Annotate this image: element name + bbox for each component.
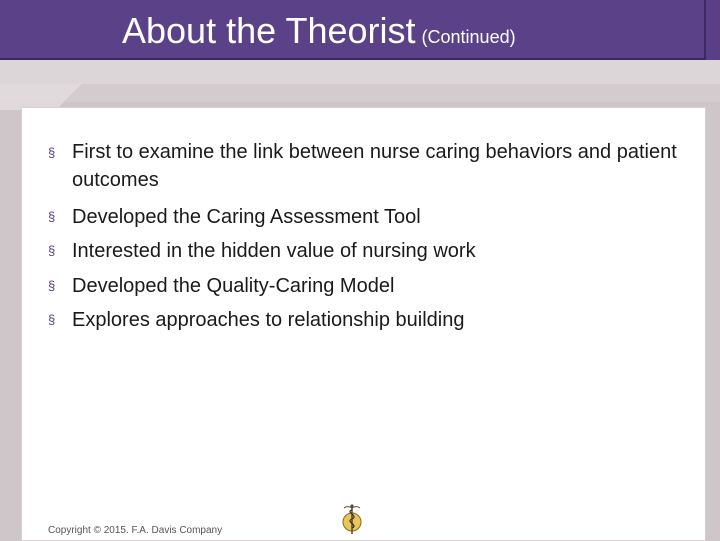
bullet-item: [48, 303, 688, 337]
bullet-marker: §: [48, 145, 56, 160]
bullet-text: Explores approaches to relationship building: [72, 309, 465, 332]
bullet-text: Interested in the hidden value of nursing work: [72, 240, 476, 263]
bullet-marker: §: [48, 209, 56, 224]
bullet-item: [48, 269, 688, 303]
bullet-item: [48, 138, 688, 194]
bullet-text: First to examine the link between nurse caring behaviors and patient outcomes: [72, 141, 677, 191]
bullet-text: Developed the Quality-Caring Model: [72, 274, 395, 297]
background-diagonal: [0, 84, 110, 110]
copyright-notice: Copyright © 2015. F.A. Davis Company: [48, 525, 223, 536]
bullet-marker: §: [48, 243, 56, 259]
bullet-item: [48, 200, 688, 234]
caduceus-logo-icon: [339, 502, 365, 536]
title-bar-inner: [0, 0, 706, 60]
bullet-marker: §: [48, 312, 56, 328]
bullet-list: [48, 138, 688, 338]
slide-title: [122, 10, 516, 52]
slide-title-main: About the Theorist: [122, 10, 416, 51]
bullet-marker: §: [48, 277, 56, 293]
title-bar: [0, 0, 720, 60]
background-band: [0, 60, 720, 84]
slide-title-subtitle: (Continued): [421, 27, 516, 47]
bullet-text: Developed the Caring Assessment Tool: [72, 206, 421, 228]
bullet-item: [48, 234, 688, 268]
